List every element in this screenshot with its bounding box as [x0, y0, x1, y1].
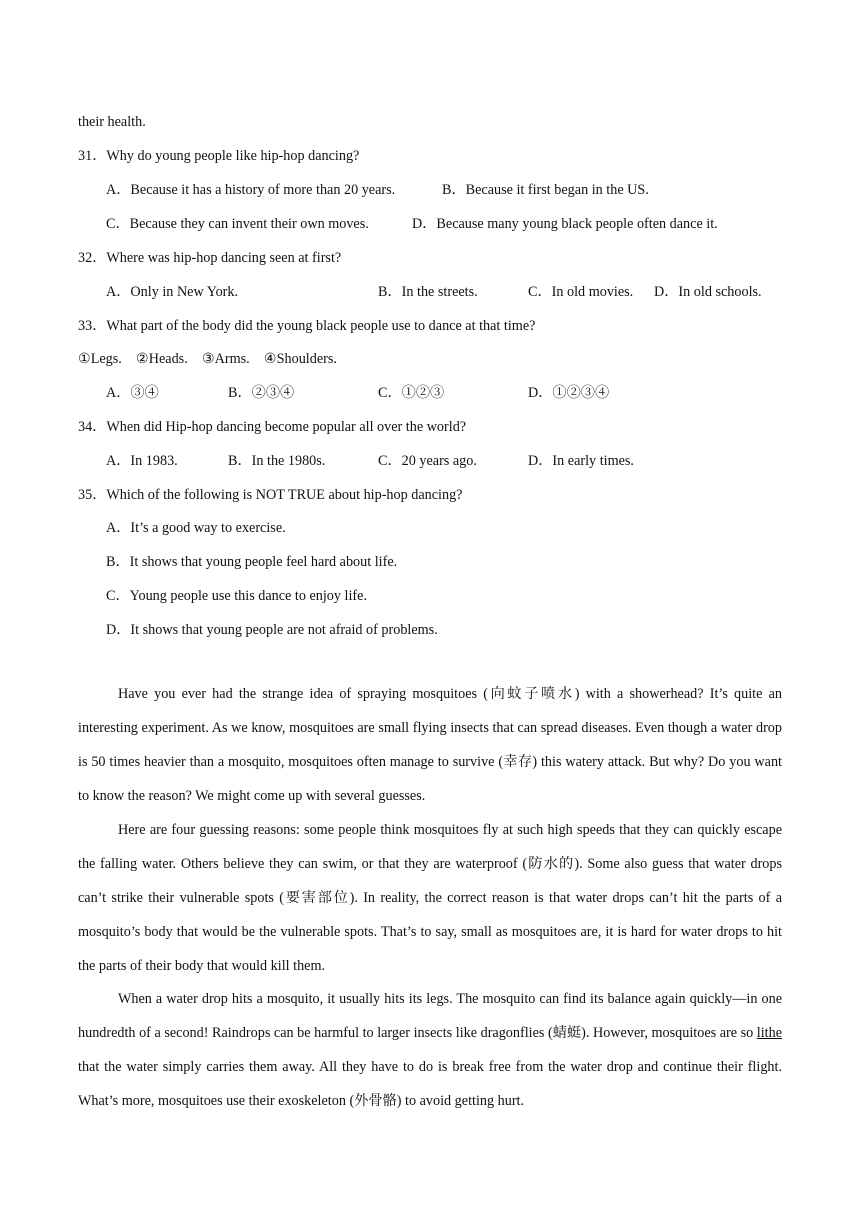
- option-34-a: A．In 1983.: [106, 453, 178, 469]
- option-33-d: D．①②③④: [528, 385, 610, 401]
- question-stem: What part of the body did the young black people use to dance at that time?: [106, 318, 536, 334]
- question-33-choices: ①Legs. ②Heads. ③Arms. ④Shoulders.: [78, 351, 337, 367]
- option-35-d: D．It shows that young people are not afraid of problems.: [106, 622, 438, 638]
- question-32: [78, 249, 341, 267]
- paragraph-3-text-before: When a water drop hits a mosquito, it usually hits its legs. The mosquito can find its balance again quickly—in one hundredth of a second! Raindrops can be harmful to larger insects like dragonflies (蜻蜓). However, mosquitoes are so: [78, 991, 782, 1041]
- question-31: [78, 147, 359, 165]
- underlined-word: lithe: [756, 1024, 782, 1041]
- option-34-b: B．In the 1980s.: [228, 453, 326, 469]
- option-35-a: A．It’s a good way to exercise.: [106, 520, 286, 536]
- option-32-a: A．Only in New York.: [106, 284, 239, 300]
- option-34-c: C．20 years ago.: [378, 453, 477, 469]
- question-33: [78, 317, 535, 335]
- option-32-d: D．In old schools.: [654, 284, 762, 300]
- question-35: [78, 486, 462, 504]
- option-31-b: B．Because it first began in the US.: [442, 182, 649, 198]
- question-number: 32．: [78, 250, 107, 266]
- question-stem: When did Hip-hop dancing become popular all over the world?: [106, 419, 467, 435]
- passage-paragraph-1: Have you ever had the strange idea of spraying mosquitoes (向蚊子喷水) with a showerhead? It’s quite an interesting experiment. As we know, mosquitoes are small flying insects that can spread diseases. Even though a water drop is 50 times heavier than a mosquito, mosquitoes often manage to survive (幸存) this watery attack. But why? Do you want to know the reason? We might come up with several guesses.: [78, 686, 782, 804]
- option-31-c: C．Because they can invent their own moves.: [106, 216, 369, 232]
- question-number: 31．: [78, 148, 107, 164]
- option-35-b: B．It shows that young people feel hard about life.: [106, 554, 398, 570]
- option-35-c: C．Young people use this dance to enjoy life.: [106, 588, 367, 604]
- question-number: 35．: [78, 487, 107, 503]
- passage-paragraph-2: Here are four guessing reasons: some people think mosquitoes fly at such high speeds that they can quickly escape the falling water. Others believe they can swim, or that they are waterproof (防水的). Some also guess that water drops can’t strike their vulnerable spots (要害部位). In reality, the correct reason is that water drops can’t hit the parts of a mosquito’s body that would be the vulnerable spots. That’s to say, small as mosquitoes are, it is hard for water drops to hit the parts of their body that would kill them.: [78, 822, 782, 974]
- option-33-a: A．③④: [106, 385, 159, 401]
- question-34: [78, 418, 466, 436]
- question-number: 34．: [78, 419, 107, 435]
- paragraph-3-text-after: that the water simply carries them away. All they have to do is break free from the water drop and continue their flight. What’s more, mosquitoes use their exoskeleton (外骨骼) to avoid getting hurt.: [78, 1058, 782, 1109]
- question-stem: Why do young people like hip-hop dancing?: [106, 148, 360, 164]
- option-34-d: D．In early times.: [528, 453, 634, 469]
- option-31-a: A．Because it has a history of more than 20 years.: [106, 182, 396, 198]
- option-32-b: B．In the streets.: [378, 284, 478, 300]
- option-32-c: C．In old movies.: [528, 284, 634, 300]
- question-stem: Where was hip-hop dancing seen at first?: [106, 250, 342, 266]
- option-33-c: C．①②③: [378, 385, 445, 401]
- passage-paragraph-3: [78, 983, 782, 1119]
- option-31-d: D．Because many young black people often dance it.: [412, 216, 718, 232]
- option-33-b: B．②③④: [228, 385, 295, 401]
- question-number: 33．: [78, 318, 107, 334]
- previous-passage-tail: their health.: [78, 114, 146, 130]
- question-stem: Which of the following is NOT TRUE about hip-hop dancing?: [106, 487, 463, 503]
